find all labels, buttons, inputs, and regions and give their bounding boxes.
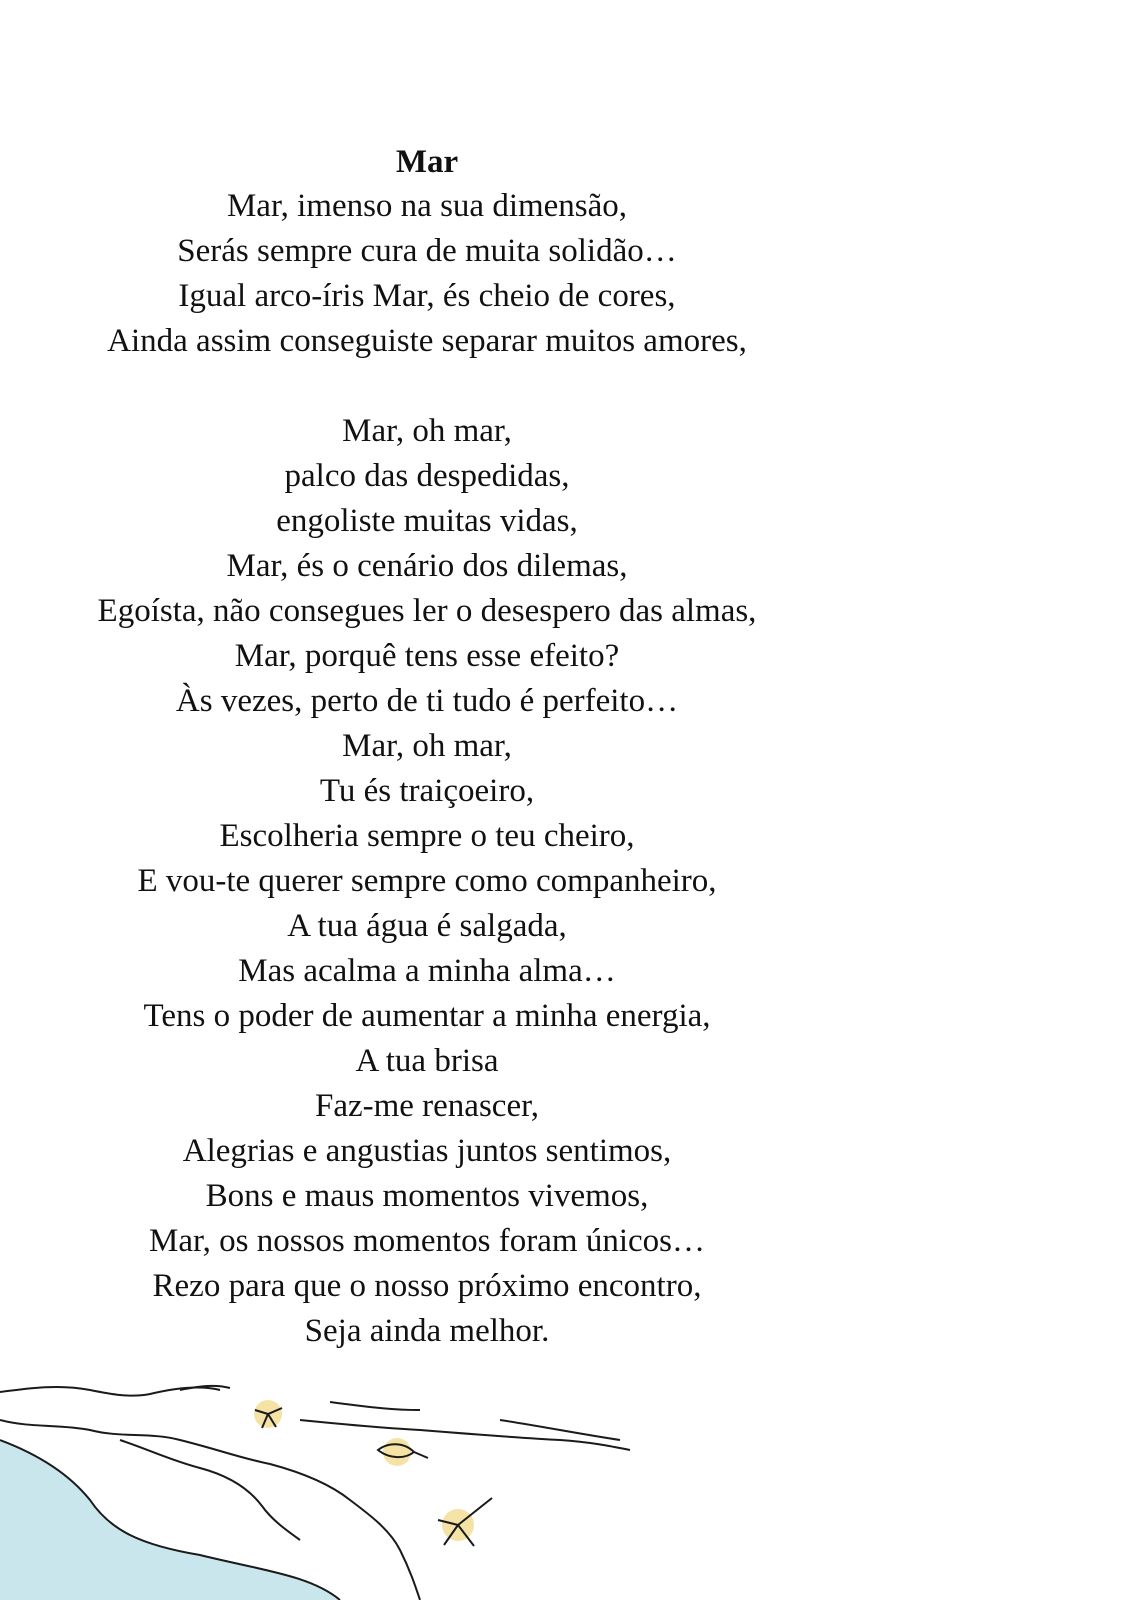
poem-line: E vou-te querer sempre como companheiro, bbox=[137, 863, 717, 899]
poem-title: Mar bbox=[395, 144, 459, 180]
poem-line: Rezo para que o nosso próximo encontro, bbox=[152, 1268, 702, 1304]
poem-line: Às vezes, perto de ti tudo é perfeito… bbox=[175, 683, 679, 719]
poem-line: Mar, os nossos momentos foram únicos… bbox=[149, 1223, 705, 1259]
poem-line: Seja ainda melhor. bbox=[304, 1313, 550, 1349]
poem-line: Bons e maus momentos vivemos, bbox=[205, 1178, 649, 1214]
poem-line: Serás sempre cura de muita solidão… bbox=[177, 233, 677, 269]
poem-line: Escolheria sempre o teu cheiro, bbox=[219, 818, 635, 854]
stanza-1 bbox=[0, 184, 854, 364]
poem-line: A tua água é salgada, bbox=[287, 908, 567, 944]
poem-line: Faz-me renascer, bbox=[314, 1088, 540, 1124]
poem bbox=[0, 140, 854, 1354]
poem-line: Mas acalma a minha alma… bbox=[238, 953, 616, 989]
poem-line: Tu és traiçoeiro, bbox=[319, 773, 535, 809]
beach-sea-drawing-icon bbox=[0, 1380, 660, 1600]
poem-line: Mar, porquê tens esse efeito? bbox=[234, 638, 620, 674]
poem-line: Mar, imenso na sua dimensão, bbox=[226, 188, 628, 224]
poem-line: Alegrias e angustias juntos sentimos, bbox=[182, 1133, 672, 1169]
poem-line: Mar, oh mar, bbox=[342, 413, 512, 449]
poem-line: Mar, és o cenário dos dilemas, bbox=[226, 548, 628, 584]
poem-line: Ainda assim conseguiste separar muitos amores, bbox=[107, 323, 747, 359]
poem-line: Igual arco-íris Mar, és cheio de cores, bbox=[178, 278, 676, 314]
stanza-2 bbox=[0, 409, 854, 1354]
poem-line: Egoísta, não consegues ler o desespero das almas, bbox=[97, 593, 757, 629]
poem-line: engoliste muitas vidas, bbox=[276, 503, 578, 539]
poem-line: Mar, oh mar, bbox=[342, 728, 512, 764]
shell-icon bbox=[383, 1438, 411, 1466]
poem-line: A tua brisa bbox=[355, 1043, 499, 1079]
poem-line: palco das despedidas, bbox=[284, 458, 570, 494]
poem-line: Tens o poder de aumentar a minha energia, bbox=[143, 998, 711, 1034]
